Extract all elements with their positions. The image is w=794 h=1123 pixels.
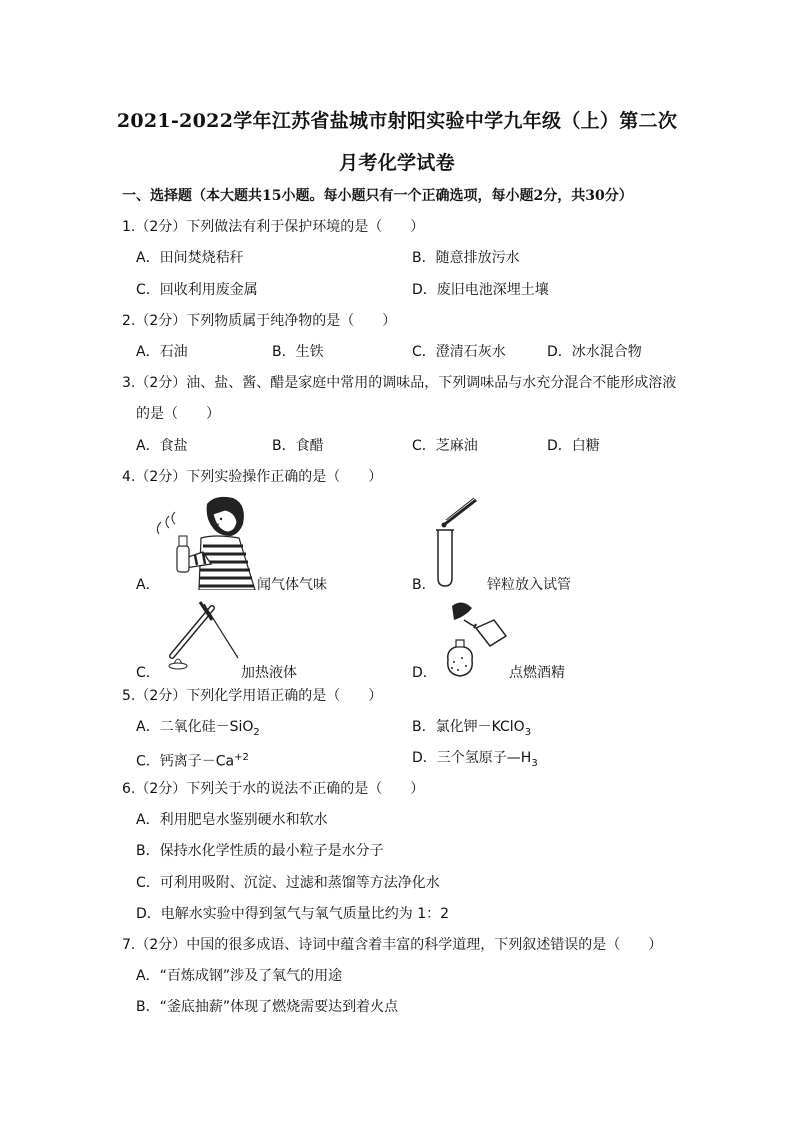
option-d: D．冰水混合物 (547, 344, 642, 360)
question-stem: 1.（2分）下列做法有利于保护环境的是（ ） (122, 219, 425, 235)
option-d: D．白糖 (547, 438, 600, 454)
option-b: B．保持水化学性质的最小粒子是水分子 (136, 843, 384, 859)
figure-heat-liquid (164, 598, 244, 670)
question-stem-line-1: 3.（2分）油、盐、酱、醋是家庭中常用的调味品，下列调味品与水充分混合不能形成溶液 (122, 375, 677, 391)
option-a: A．利用肥皂水鉴别硬水和软水 (136, 812, 328, 828)
question-stem-line-2: 的是（ ） (136, 406, 220, 422)
option-a: A．田间焚烧秸秆 (136, 250, 244, 266)
title-line-2: 月考化学试卷 (339, 152, 455, 174)
option-a: A．石油 (136, 344, 188, 360)
option-c: C．芝麻油 (412, 438, 478, 454)
option-a: A．二氧化硅－SiO$_2$ (136, 719, 260, 738)
question-stem: 4.（2分）下列实验操作正确的是（ ） (122, 469, 383, 485)
option-c: C．回收利用废金属 (136, 282, 258, 298)
figure-smell-gas (155, 494, 265, 590)
option-a-letter: A． (136, 577, 160, 593)
figure-zinc-into-tube (432, 496, 482, 588)
option-d: D．废旧电池深埋土壤 (412, 282, 549, 298)
option-c: C．澄清石灰水 (412, 344, 506, 360)
option-d: D．三个氢原子$—H_3$ (412, 750, 538, 769)
option-b: B．生铁 (272, 344, 324, 360)
option-b: B．“釜底抽薪”体现了燃烧需要达到着火点 (136, 999, 399, 1015)
option-d-caption: 点燃酒精 (509, 665, 565, 681)
question-stem: 7.（2分）中国的很多成语、诗词中蕴含着丰富的科学道理，下列叙述错误的是（ ） (122, 937, 663, 953)
option-b: B．氯化钾－KClO$_3$ (412, 719, 532, 738)
option-c-caption: 加热液体 (241, 665, 297, 681)
question-stem: 5.（2分）下列化学用语正确的是（ ） (122, 688, 383, 704)
option-c: C．可利用吸附、沉淀、过滤和蒸馏等方法净化水 (136, 875, 440, 891)
section-heading: 一、选择题（本大题共15小题。每小题只有一个正确选项，每小题2分，共30分） (122, 188, 633, 204)
option-d: D．电解水实验中得到氢气与氧气质量比约为 1：2 (136, 906, 450, 922)
option-b: B．随意排放污水 (412, 250, 520, 266)
option-b-letter: B． (412, 577, 436, 593)
option-c-letter: C． (136, 665, 160, 681)
title-line-1: 2021-2022学年江苏省盐城市射阳实验中学九年级（上）第二次 (116, 110, 678, 132)
option-b: B．食醋 (272, 438, 324, 454)
option-a-caption: 闻气体气味 (257, 577, 327, 593)
option-d-letter: D． (412, 665, 437, 681)
option-a: A．食盐 (136, 438, 188, 454)
option-b-caption: 锌粒放入试管 (487, 577, 571, 593)
option-c: C．钙离子$-Ca^{+2}$ (136, 752, 249, 770)
question-stem: 6.（2分）下列关于水的说法不正确的是（ ） (122, 781, 425, 797)
question-stem: 2.（2分）下列物质属于纯净物的是（ ） (122, 313, 397, 329)
figure-light-alcohol-lamp (436, 598, 512, 680)
option-a: A．“百炼成钢”涉及了氧气的用途 (136, 968, 343, 984)
